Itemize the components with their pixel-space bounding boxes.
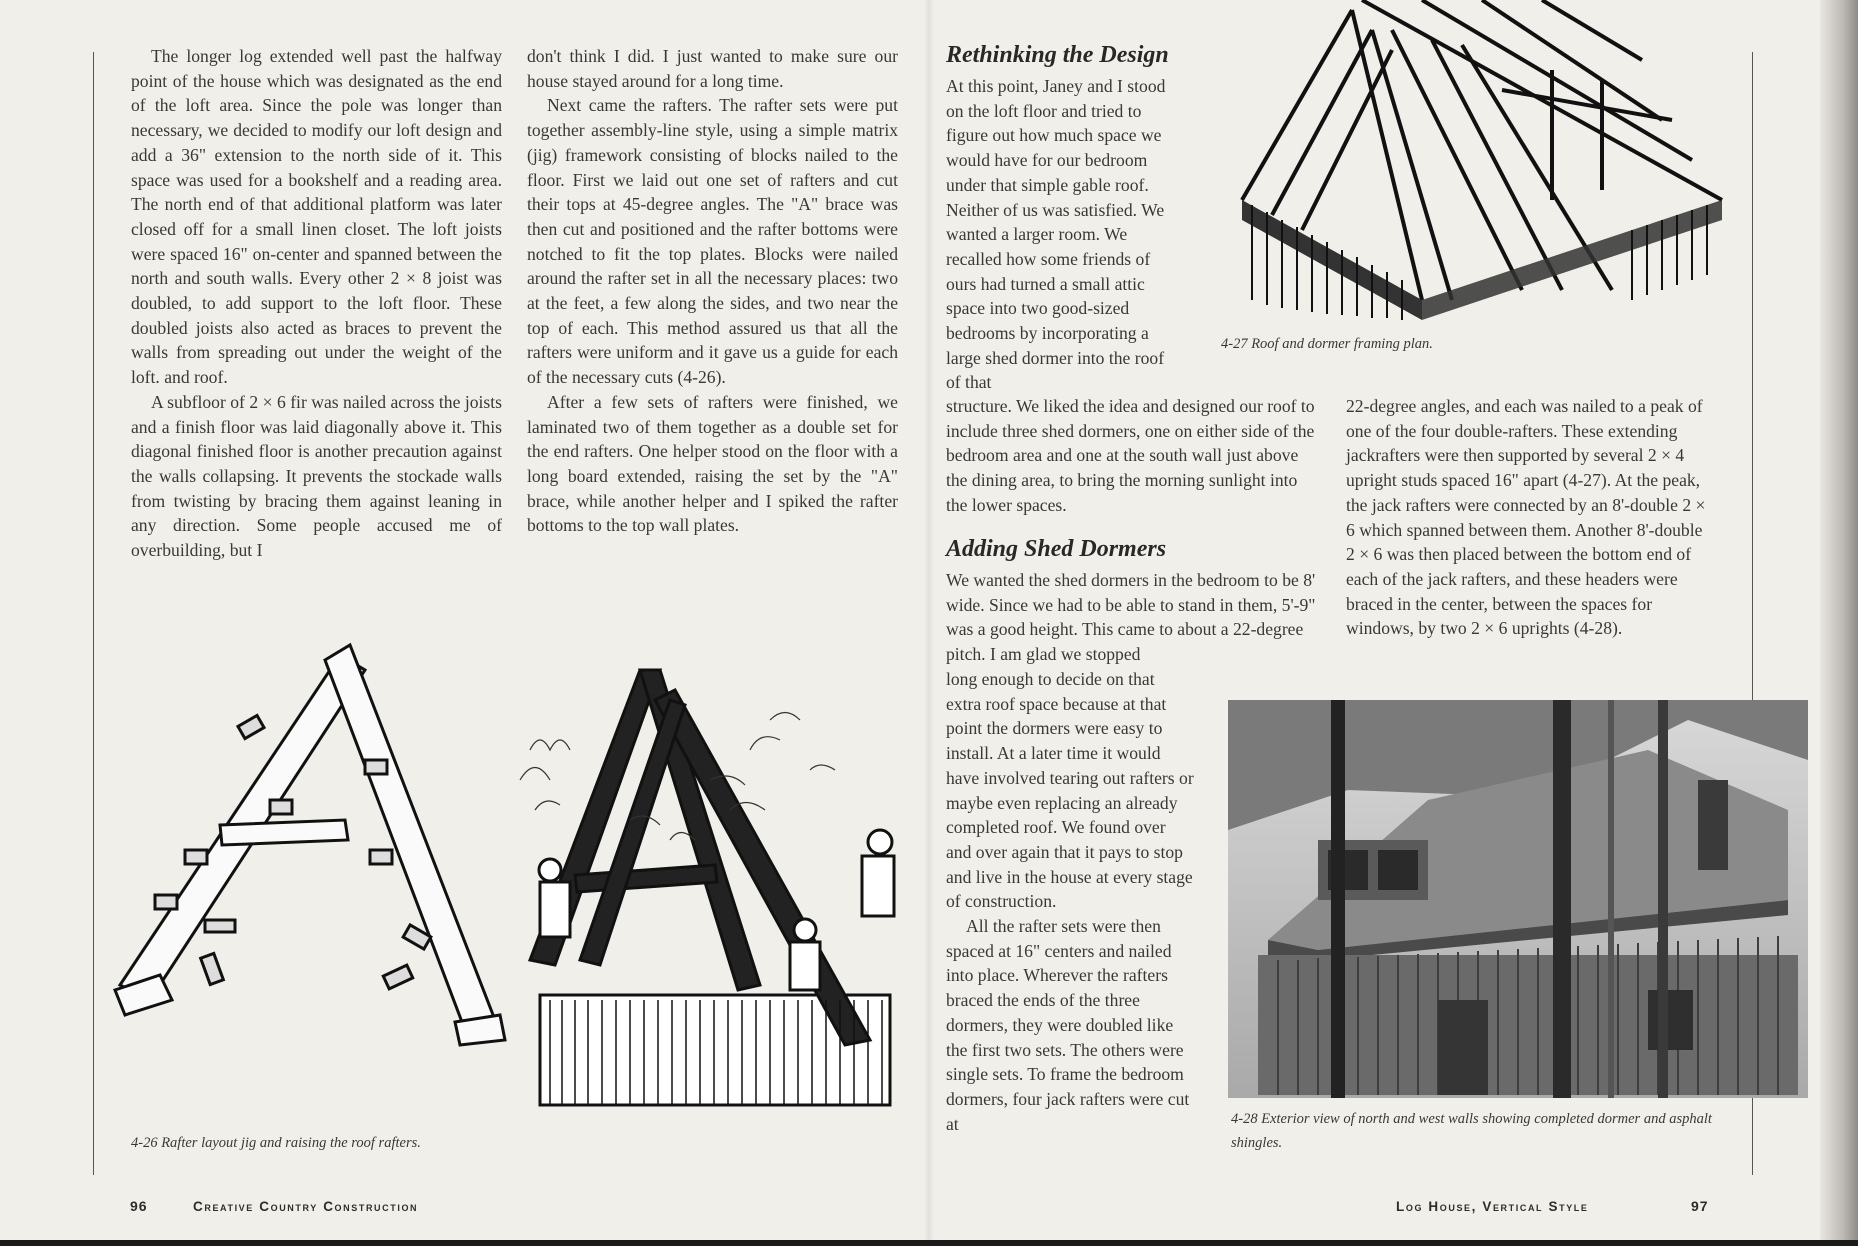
heading-rethinking-the-design: Rethinking the Design — [946, 42, 1169, 68]
paragraph: All the rafter sets were then spaced at 16" centers and nailed into place. Wherever the rafters braced the ends of the three dormers, they were doubled like the first two sets. The others were single sets. To frame the bedroom dormers, four jack rafters were cut at — [946, 916, 1190, 1134]
figure-4-28-caption: 4-28 Exterior view of north and west walls showing completed dormer and asphalt shingles. — [1231, 1111, 1712, 1151]
figure-4-26-caption: 4-26 Rafter layout jig and raising the roof rafters. — [131, 1135, 421, 1151]
left-folio: 96 — [130, 1198, 148, 1214]
paragraph: We wanted the shed dormers in the bedroom to be 8' wide. Since we had to be able to stand in them, 5'-9" was a good height. This came to about a 22-degree pitch. I am glad we stopped — [946, 570, 1316, 665]
right-folio: 97 — [1691, 1198, 1709, 1214]
heading-adding-shed-dormers: Adding Shed Dormers — [946, 536, 1167, 562]
left-column-1 — [131, 44, 502, 563]
paragraph: At this point, Janey and I stood on the loft floor and tried to figure out how much space we would have for our bedroom under that simple gable roof. Neither of us was satisfied. We wanted a larger room. We recalled how some friends of ours had turned a small attic space into two good-sized bedrooms by incorporating a large shed dormer into the roof of that — [946, 76, 1166, 393]
paragraph: structure. We liked the idea and designed our roof to include three shed dormers, one on either side of the bedroom area and one at the south wall just above the dining area, to bring the morning sunlight into the lower spaces. — [946, 396, 1315, 515]
paragraph: 22-degree angles, and each was nailed to a peak of one of the four double-rafters. These extending jackrafters were then supported by several 2 × 4 upright studs spaced 16" apart (4-27). At the peak, the jack rafters were connected by an 8'-double 2 × 6 which spanned between them. Another 8'-double 2 × 6 was then placed between the bottom end of each of the jack rafters, and these headers were braced in the center, between the spaces for windows, by two 2 × 6 uprights (4-28). — [1346, 396, 1706, 639]
left-running-head: Creative Country Construction — [193, 1199, 419, 1214]
right-column-1-wide — [946, 394, 1317, 518]
right-running-head: Log House, Vertical Style — [1396, 1199, 1589, 1214]
right-column-2 — [1346, 394, 1714, 641]
figure-4-27-caption: 4-27 Roof and dormer framing plan. — [1221, 336, 1433, 352]
paragraph: After a few sets of rafters were finished, we laminated two of them together as a double set for the end rafters. One helper stood on the floor with a long board extended, raising the set by the "A" brace, while another helper and I spiked the rafter bottoms to the top wall plates. — [527, 391, 898, 536]
paragraph: The longer log extended well past the halfway point of the house which was designated as the end of the loft area. Since the pole was longer than necessary, we decided to modify our loft design and add a 36" extension to the north side of it. This space was used for a bookshelf and a reading area. The north end of that additional platform was later closed off for a small linen closet. The loft joists were spaced 16" on-center and spanned between the north and south walls. Every other 2 × 8 joist was doubled, to add support to the loft floor. These doubled joists also acted as braces to prevent the walls from spreading out under the weight of the loft. and roof. — [131, 46, 502, 388]
right-column-1b-narrow — [946, 667, 1194, 1136]
figure-4-28-photo — [1228, 700, 1808, 1100]
paragraph: A subfloor of 2 × 6 fir was nailed across the joists and a finish floor was laid diagonally above it. This diagonal finished floor is another precaution against the walls collapsing. It prevents the stockade walls from twisting by bracing them against leaning in any direction. Some people accused me of overbuilding, but I — [131, 391, 502, 561]
left-page-rule — [93, 52, 94, 1175]
figure-4-27-illustration — [1222, 0, 1742, 322]
paragraph: long enough to decide on that extra roof space because at that point the dormers were easy to install. At a later time it would have involved tearing out rafters or maybe even replacing an already completed roof. We found over and over again that it pays to stop and live in the house at every stage of construction. — [946, 669, 1194, 912]
left-column-2 — [527, 44, 898, 538]
paragraph: Next came the rafters. The rafter sets were put together assembly-line style, using a simple matrix (jig) framework consisting of blocks nailed to the floor. First we laid out one set of rafters and cut their tops at 45-degree angles. The "A" brace was then cut and positioned and the rafter bottoms were notched to fit the top plates. Blocks were nailed around the rafter set in all the necessary places: two at the feet, a few along the sides, and two near the top of each. This method assured us that all the rafters were uniform and it gave us a guide for each of the necessary cuts (4-26). — [527, 95, 898, 388]
right-column-1-narrow — [946, 74, 1178, 395]
right-column-1b-wide — [946, 568, 1317, 667]
paragraph: don't think I did. I just wanted to make sure our house stayed around for a long time. — [527, 46, 898, 91]
figure-4-26-illustration — [110, 630, 930, 1120]
